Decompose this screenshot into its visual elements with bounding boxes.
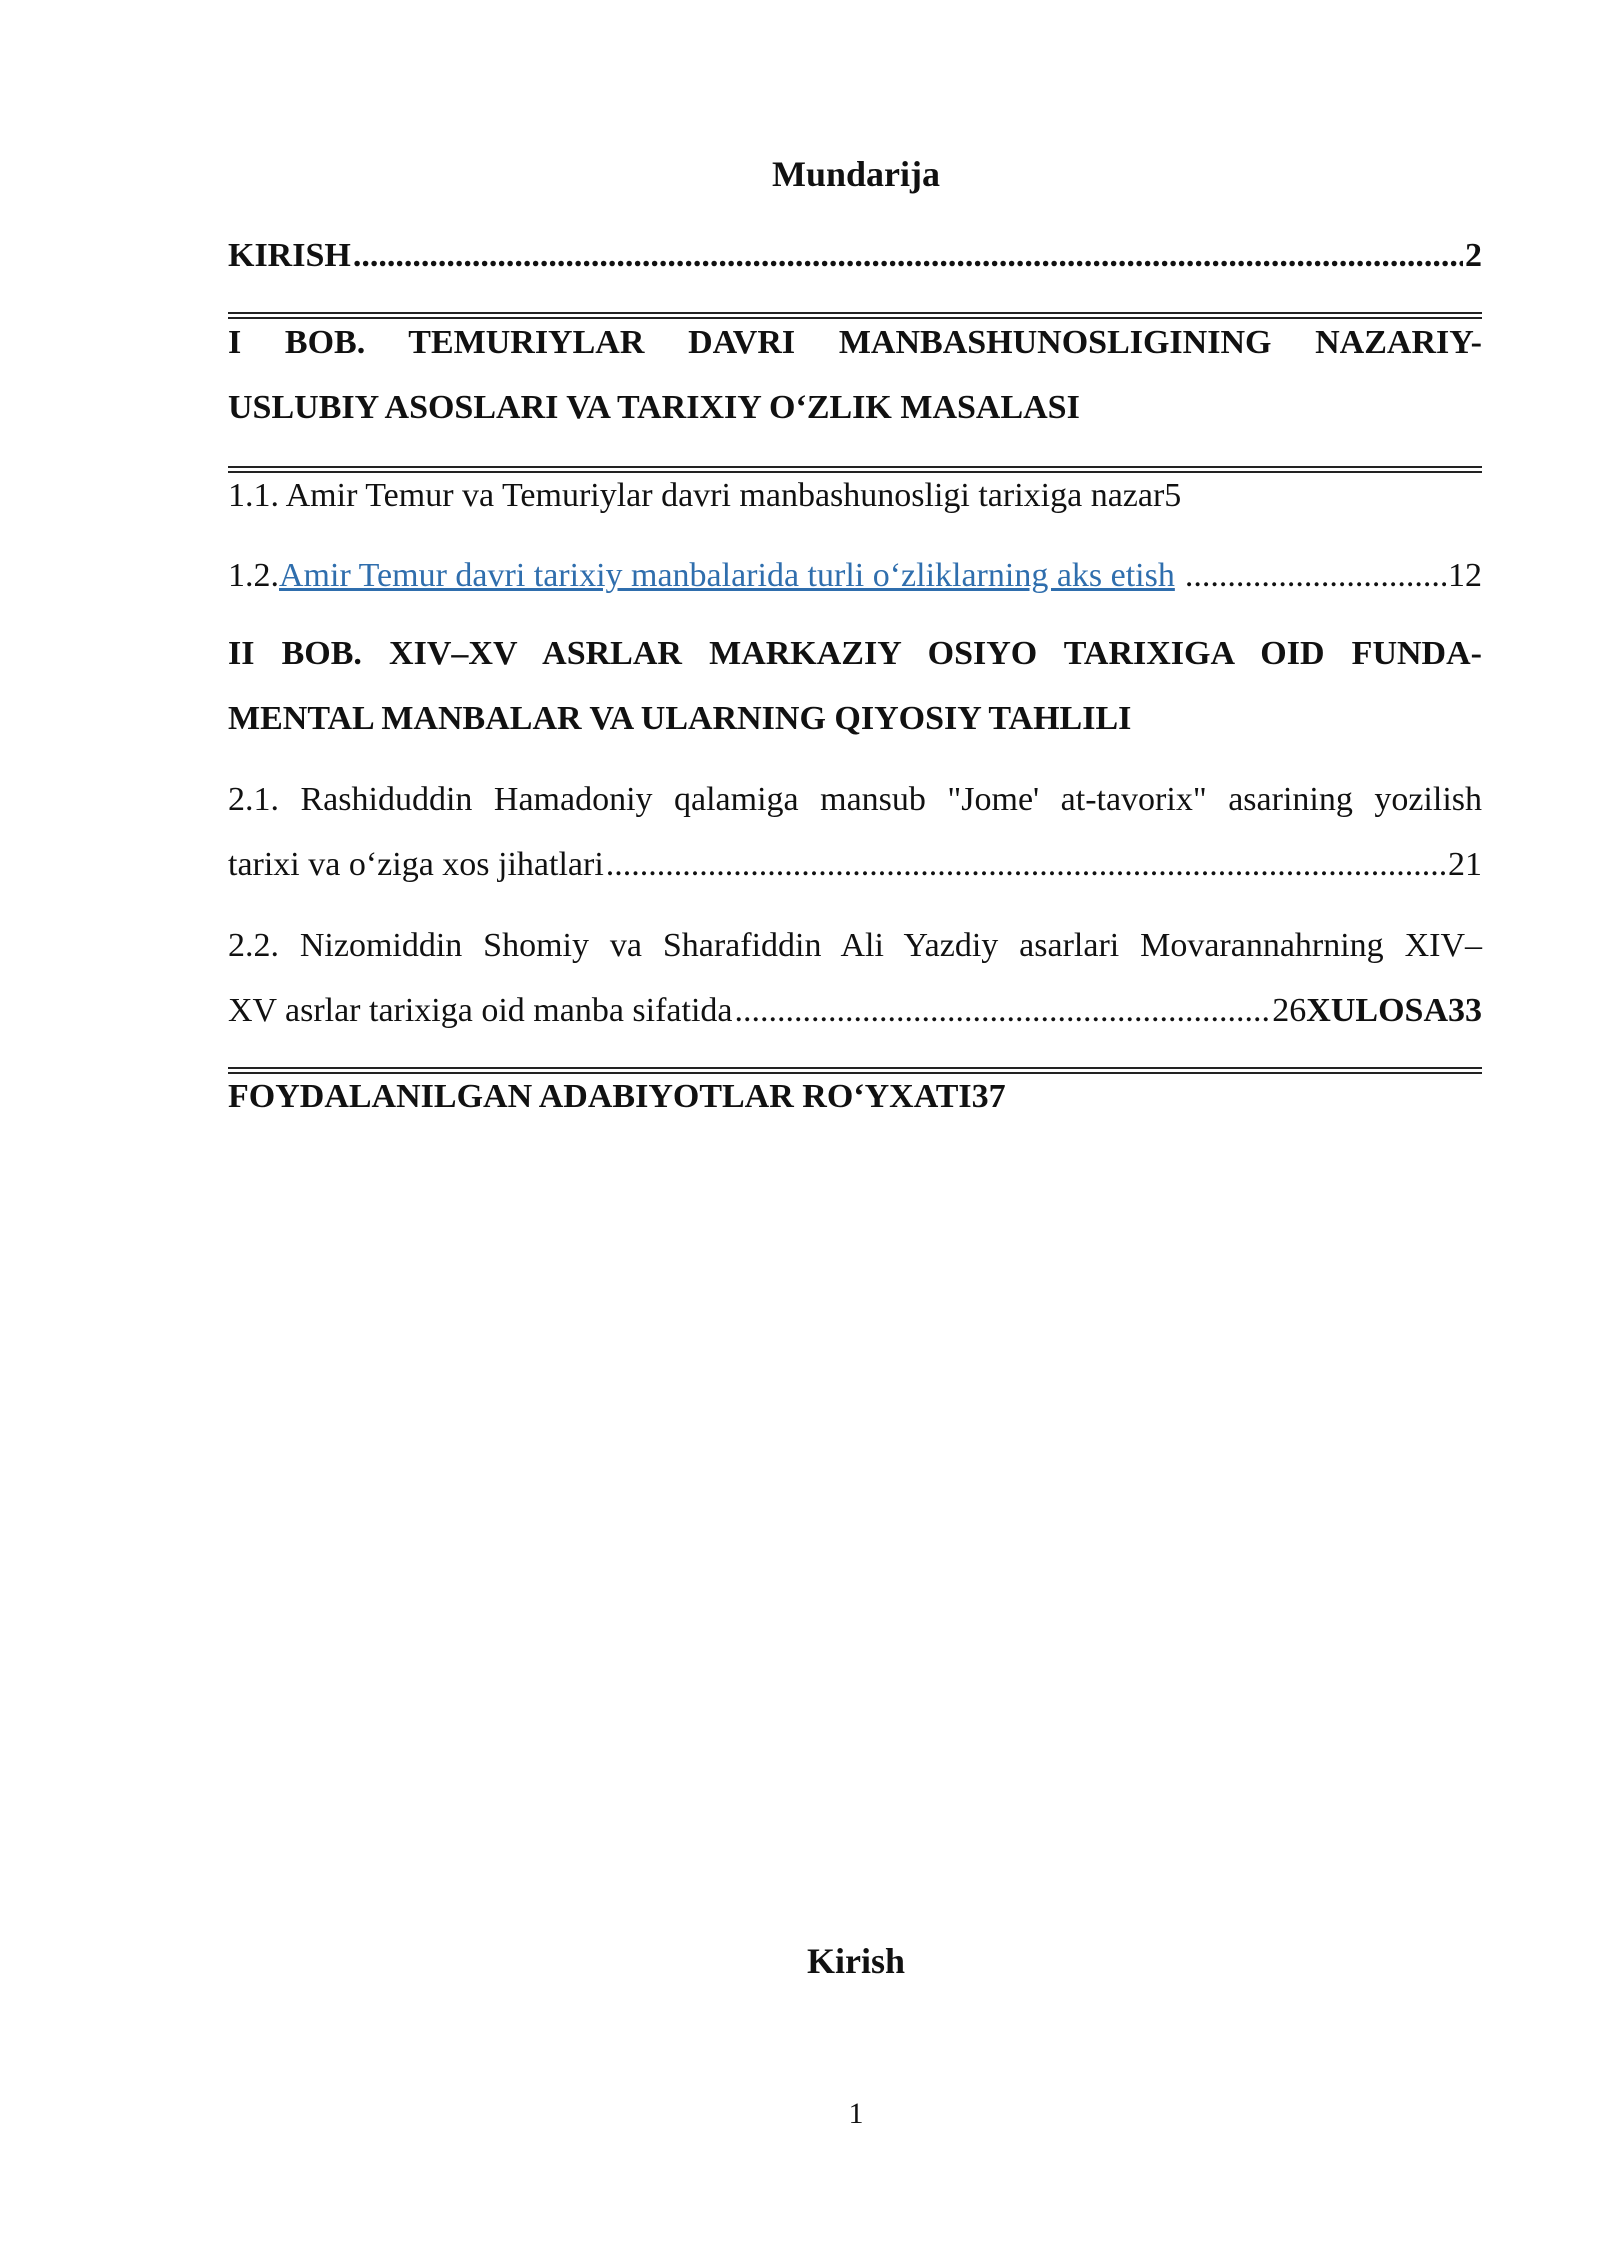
toc-entry-label: XV asrlar tarixiga oid manba sifatida — [228, 992, 733, 1029]
section-heading-kirish: Kirish — [806, 1941, 905, 1981]
toc-page-number: 21 — [1448, 846, 1482, 883]
toc-entry-2-1-line-1[interactable]: 2.1. Rashiduddin Hamadoniy qalamiga mansub "Jome' at-tavorix" asarining yozilish — [228, 781, 1482, 818]
toc-entry-2-1-line-2[interactable] — [228, 843, 1482, 887]
toc-entry-1-1[interactable]: 1.1. Amir Temur va Temuriylar davri manbashunosligi tarixiga nazar5 — [228, 477, 1182, 514]
toc-page-number: 26 — [1272, 992, 1307, 1029]
toc-page-number: 12 — [1448, 557, 1482, 594]
dot-leader — [606, 843, 1446, 887]
toc-entry-label: KIRISH — [228, 237, 351, 274]
toc-entry-link[interactable]: Amir Temur davri tarixiy manbalarida turli o‘zliklarning aks etish — [279, 557, 1175, 594]
toc-chapter-2-line-1[interactable]: II BOB. XIV–XV ASRLAR MARKAZIY OSIYO TARIXIGA OID FUNDA- — [228, 635, 1482, 672]
dot-leader — [1185, 554, 1446, 598]
toc-entry-number: 1.2. — [228, 557, 279, 594]
dot-leader — [353, 234, 1463, 278]
toc-entry-label: tarixi va o‘ziga xos jihatlari — [228, 846, 604, 883]
toc-entry-2-2-line-1[interactable]: 2.2. Nizomiddin Shomiy va Sharafiddin Ali Yazdiy asarlari Movarannahrning XIV– — [228, 927, 1482, 964]
toc-entry-2-2-line-2[interactable] — [228, 989, 1482, 1033]
page-title: Mundarija — [771, 154, 940, 194]
toc-entry-references[interactable]: FOYDALANILGAN ADABIYOTLAR RO‘YXATI37 — [228, 1078, 1006, 1115]
toc-entry-kirish[interactable] — [228, 234, 1482, 278]
toc-entry-1-2[interactable] — [228, 554, 1482, 598]
page-number: 1 — [848, 2097, 864, 2130]
dot-leader — [735, 989, 1271, 1033]
toc-page-number: 2 — [1465, 237, 1482, 274]
double-rule-divider — [228, 312, 1482, 319]
double-rule-divider — [228, 466, 1482, 473]
toc-entry-xulosa[interactable]: XULOSA33 — [1306, 992, 1482, 1029]
toc-chapter-2-line-2[interactable]: MENTAL MANBALAR VA ULARNING QIYOSIY TAHLILI — [228, 700, 1132, 737]
double-rule-divider — [228, 1067, 1482, 1074]
toc-chapter-1-line-2[interactable]: USLUBIY ASOSLARI VA TARIXIY O‘ZLIK MASALASI — [228, 389, 1080, 426]
toc-chapter-1-line-1[interactable]: I BOB. TEMURIYLAR DAVRI MANBASHUNOSLIGINING NAZARIY- — [228, 324, 1482, 361]
